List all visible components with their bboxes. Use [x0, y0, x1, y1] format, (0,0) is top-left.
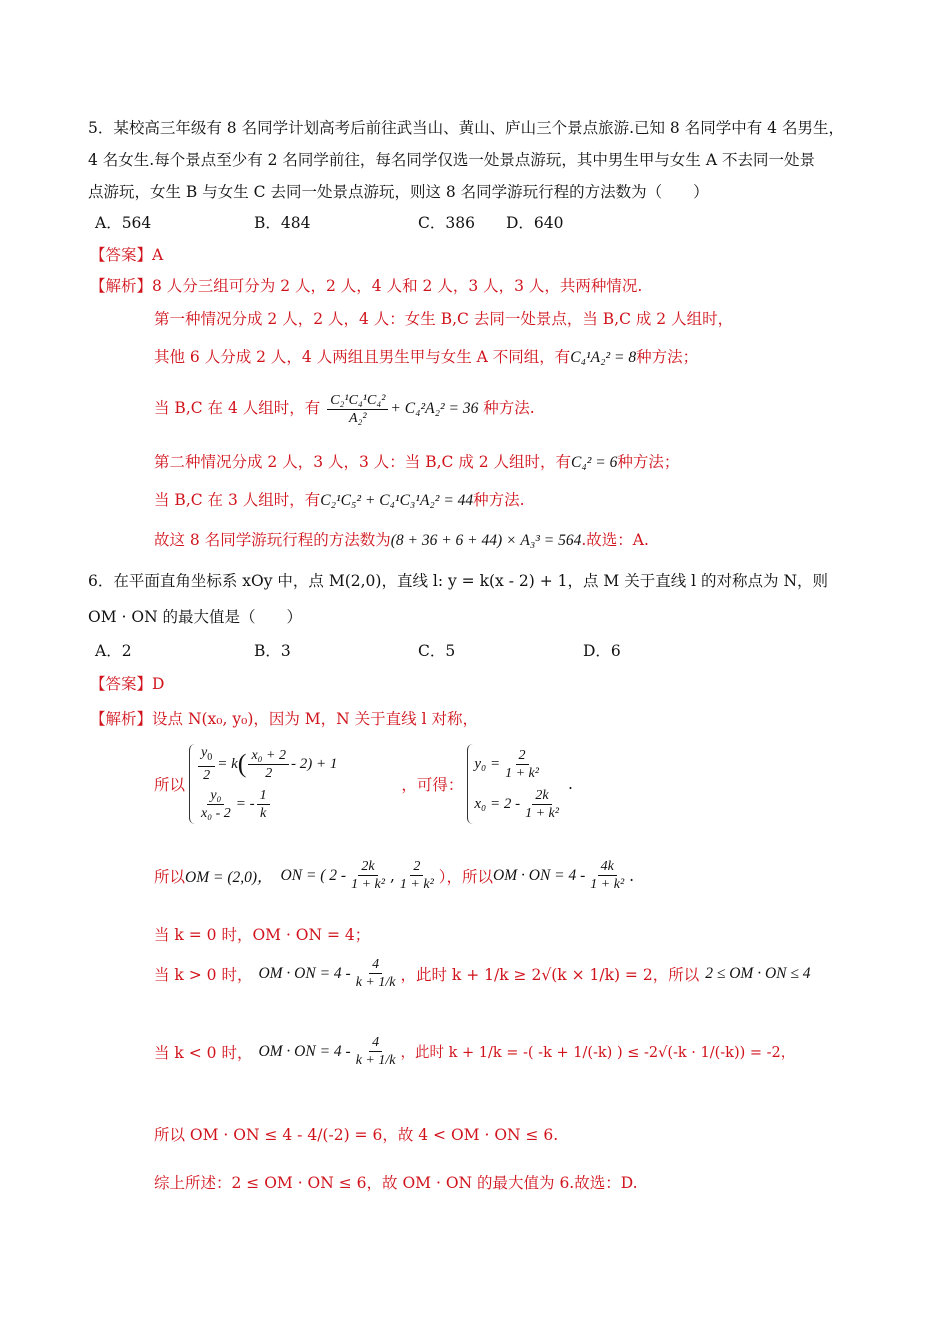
q6-analysis-line-4: 当 k = 0 时，OM · ON = 4；: [154, 926, 371, 944]
q5-fraction: $\frac{\text{C₂¹C₄¹C₄²}}{\text{A₂²}}$: [327, 392, 388, 427]
q6-system-block: 所以 $\frac{y_0}{2}$ = k ( $\frac{\text{x₀ + 2}}{2}$ - 2) + 1 $\frac{\text{y₀}}{\text{x₀ - 2}}$ = - $\frac{1}{k}$ ，可得： y₀ = $\frac{2}{\text{1 + k²}}$ x₀ = 2 - $\frac{2k}{\text{1 + k²}}$ .: [154, 744, 573, 824]
q6-analysis-line-3: 所以 OM = (2,0)， ON = ( 2 - $\frac{2k}{\text{1 + k²}}$ , $\frac{2}{\text{1 + k²}}$ ），所以 OM · ON = 4 - $\frac{4k}{\text{1 + k²}}$ .: [154, 859, 635, 892]
q6-analysis-line-5: 当 k > 0 时， OM · ON = 4 - $\frac{4}{k + 1/k}$ ，此时 k + 1/k ≥ 2√(k × 1/k) = 2，所以 2 ≤ OM · ON ≤ 4: [154, 957, 811, 990]
q5-analysis-line-2: 第一种情况分成 2 人，2 人，4 人：女生 B,C 去同一处景点，当 B,C 成 2 人组时，: [154, 310, 734, 328]
q6-system-1: $\frac{y_0}{2}$ = k ( $\frac{\text{x₀ + 2}}{2}$ - 2) + 1 $\frac{\text{y₀}}{\text{x₀ - 2}}$ = - $\frac{1}{k}$: [189, 744, 337, 824]
q5-analysis-line-1: [90, 275, 642, 297]
q5-analysis-tag: 【解析】: [90, 277, 153, 295]
q6-option-c: C．5: [418, 642, 456, 660]
q5-answer: 【答案】A: [90, 246, 164, 264]
q5-option-a: A．564: [95, 214, 152, 232]
q5-analysis-text: 8 人分三组可分为 2 人，2 人，4 人和 2 人，3 人，3 人，共两种情况.: [152, 277, 643, 295]
q6-analysis-line-8: 综上所述：2 ≤ OM · ON ≤ 6，故 OM · ON 的最大值为 6.故选：D.: [154, 1174, 638, 1192]
q5-stem-line-3: 点游玩，女生 B 与女生 C 去同一处景点游玩，则这 8 名同学游玩行程的方法数为（ ）: [88, 183, 709, 201]
q6-stem-line-1: 6．在平面直角坐标系 xOy 中，点 M(2,0)，直线 l: y = k(x - 2) + 1，点 M 关于直线 l 的对称点为 N，则: [88, 572, 829, 590]
q6-option-d: D．6: [583, 642, 621, 660]
q6-answer: 【答案】D: [90, 675, 165, 693]
q6-stem-line-2: OM · ON 的最大值是（ ）: [88, 608, 303, 626]
q5-analysis-line-3: 其他 6 人分成 2 人，4 人两组且男生甲与女生 A 不同组，有C₄¹A₂² = 8种方法；: [154, 348, 699, 366]
q6-analysis-line-6: 当 k < 0 时， OM · ON = 4 - $\frac{4}{k + 1/k}$ ，此时 k + 1/k = -( -k + 1/(-k) ) ≤ -2√(-k · 1/(-k)) = -2，: [154, 1035, 796, 1068]
q5-analysis-line-5: 第二种情况分成 2 人，3 人，3 人：当 B,C 成 2 人组时，有C₄² = 6种方法；: [154, 453, 680, 471]
q5-option-d: D．640: [506, 214, 564, 232]
q6-analysis-line-1: 【解析】设点 N(x₀, y₀)，因为 M，N 关于直线 l 对称，: [90, 710, 478, 728]
q5-formula-case1: C₄¹A₂² = 8: [570, 349, 637, 366]
q5-stem-line-2: 4 名女生.每个景点至少有 2 名同学前往，每名同学仅选一处景点游玩，其中男生甲与女生 A 不去同一处景: [88, 151, 815, 169]
q6-analysis-line-7: 所以 OM · ON ≤ 4 - 4/(-2) = 6，故 4 < OM · ON ≤ 6.: [154, 1126, 559, 1144]
q5-analysis-line-7: 故这 8 名同学游玩行程的方法数为(8 + 36 + 6 + 44) × A₃³ = 564.故选：A.: [154, 531, 649, 549]
q6-system-2: y₀ = $\frac{2}{\text{1 + k²}}$ x₀ = 2 - $\frac{2k}{\text{1 + k²}}$: [467, 744, 564, 824]
q5-analysis-line-4: 当 B,C 在 4 人组时，有 $\frac{\text{C₂¹C₄¹C₄²}}{\text{A₂²}}$ + C₄²A₂² = 36 种方法.: [154, 392, 535, 426]
q6-option-a: A．2: [95, 642, 132, 660]
q6-option-b: B．3: [254, 642, 291, 660]
q5-analysis-line-6: 当 B,C 在 3 人组时，有C₂¹C₅² + C₄¹C₃¹A₂² = 44种方法.: [154, 491, 525, 509]
q5-stem-line-1: 5．某校高三年级有 8 名同学计划高考后前往武当山、黄山、庐山三个景点旅游.已知 8 名同学中有 4 名男生，: [88, 119, 844, 137]
q5-option-b: B．484: [254, 214, 311, 232]
q5-option-c: C．386: [418, 214, 475, 232]
